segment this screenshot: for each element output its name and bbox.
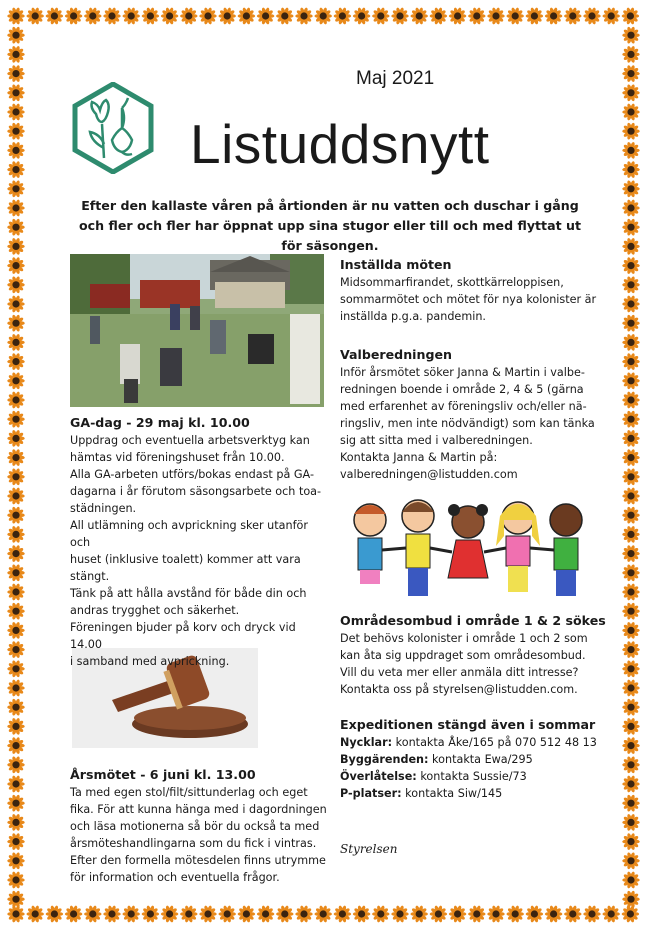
body-line: stängt. — [70, 570, 110, 583]
body-line: ringsliv, men inte nödvändigt) som kan tänka — [340, 417, 595, 430]
flower-icon — [7, 487, 24, 505]
flower-icon — [7, 775, 24, 793]
annual-meeting-heading: Årsmötet - 6 juni kl. 13.00 — [70, 767, 256, 782]
flower-icon — [622, 295, 639, 313]
flower-icon — [622, 7, 639, 25]
body-line: Tänk på att hålla avstånd för både din och — [70, 587, 307, 600]
flower-icon — [65, 905, 82, 923]
flower-icon — [372, 7, 389, 25]
flower-icon — [526, 7, 543, 25]
flower-icon — [180, 7, 197, 25]
flower-icon — [603, 7, 620, 25]
flower-icon — [7, 468, 24, 486]
flower-icon — [622, 334, 639, 352]
body-line: Efter den formella mötesdelen finns utrymme — [70, 854, 326, 867]
ga-day-heading: GA-dag - 29 maj kl. 10.00 — [70, 415, 250, 430]
flower-icon — [622, 794, 639, 812]
flower-icon — [7, 276, 24, 294]
annual-meeting-body — [70, 784, 330, 886]
flower-icon — [7, 660, 24, 678]
flower-icon — [622, 679, 639, 697]
signature: Styrelsen — [340, 842, 398, 856]
flower-icon — [7, 564, 24, 582]
flower-icon — [622, 905, 639, 923]
flower-icon — [391, 905, 408, 923]
ga-day-section — [70, 414, 330, 670]
flower-icon — [622, 756, 639, 774]
flower-icon — [238, 7, 255, 25]
body-line: Alla GA-arbeten utförs/bokas endast på GA- — [70, 468, 315, 481]
flower-icon — [622, 545, 639, 563]
flower-icon — [622, 103, 639, 121]
body-line: kan åta sig uppdraget som områdesombud. — [340, 649, 586, 662]
nomination-committee-body — [340, 364, 600, 483]
flower-icon — [622, 238, 639, 256]
flower-icon — [180, 905, 197, 923]
flower-icon — [7, 26, 24, 44]
flower-icon — [622, 583, 639, 601]
flower-icon — [622, 641, 639, 659]
flower-icon — [622, 890, 639, 908]
flower-icon — [449, 7, 466, 25]
contact-text: kontakta Siw/145 — [401, 787, 503, 800]
flower-icon — [622, 449, 639, 467]
contact-label: P-platser: — [340, 787, 402, 800]
flower-icon — [507, 7, 524, 25]
flower-icon — [526, 905, 543, 923]
body-line: sommarmötet och mötet för nya kolonister är — [340, 293, 597, 306]
contact-row — [340, 734, 610, 751]
flower-icon — [7, 679, 24, 697]
flower-icon — [622, 161, 639, 179]
flower-icon — [545, 7, 562, 25]
flower-icon — [27, 7, 44, 25]
flower-icon — [622, 180, 639, 198]
body-line: Midsommarfirandet, skottkärreloppisen, — [340, 276, 564, 289]
flower-icon — [27, 905, 44, 923]
flower-icon — [622, 218, 639, 236]
flower-icon — [622, 622, 639, 640]
flower-icon — [142, 905, 159, 923]
nomination-committee-section — [340, 346, 600, 483]
office-contacts — [340, 734, 610, 802]
flower-icon — [7, 238, 24, 256]
flower-icon — [622, 487, 639, 505]
flower-icon — [622, 372, 639, 390]
flower-icon — [7, 103, 24, 121]
flower-icon — [622, 65, 639, 83]
office-closed-heading: Expeditionen stängd även i sommar — [340, 717, 596, 732]
flower-icon — [7, 737, 24, 755]
flower-icon — [564, 905, 581, 923]
flower-icon — [622, 353, 639, 371]
flower-icon — [545, 905, 562, 923]
body-line: årsmöteshandlingarna som du fick i vintras. — [70, 837, 317, 850]
flower-icon — [7, 7, 24, 25]
flower-icon — [7, 180, 24, 198]
body-line: All utlämning och avprickning sker utanför och — [70, 519, 308, 549]
flower-icon — [7, 698, 24, 716]
flower-icon — [7, 814, 24, 832]
nomination-committee-heading: Valberedningen — [340, 347, 452, 362]
contact-row — [340, 785, 610, 802]
flower-icon — [161, 7, 178, 25]
flower-icon — [7, 391, 24, 409]
flower-icon — [7, 84, 24, 102]
flower-icon — [65, 7, 82, 25]
flower-icon — [622, 46, 639, 64]
flower-icon — [7, 122, 24, 140]
body-line: andras trygghet och säkerhet. — [70, 604, 240, 617]
contact-row — [340, 751, 610, 768]
flower-icon — [315, 7, 332, 25]
body-line: inställda p.g.a. pandemin. — [340, 310, 486, 323]
flower-icon — [7, 430, 24, 448]
flower-icon — [7, 257, 24, 275]
flower-icon — [7, 756, 24, 774]
flower-icon — [123, 905, 140, 923]
flower-icon — [7, 583, 24, 601]
flower-icon — [219, 7, 236, 25]
flower-icon — [7, 890, 24, 908]
issue-date: Maj 2021 — [356, 68, 435, 89]
flower-icon — [295, 905, 312, 923]
newsletter-title: Listuddsnytt — [190, 113, 490, 175]
flower-icon — [142, 7, 159, 25]
contact-row — [340, 768, 610, 785]
flower-icon — [622, 506, 639, 524]
flower-icon — [295, 7, 312, 25]
flower-icon — [449, 905, 466, 923]
flower-icon — [622, 391, 639, 409]
flower-icon — [622, 660, 639, 678]
flower-icon — [7, 506, 24, 524]
body-line: sig att sitta med i valberedningen. — [340, 434, 533, 447]
flower-icon — [103, 905, 120, 923]
body-line: Inför årsmötet söker Janna & Martin i valbe- — [340, 366, 585, 379]
flower-icon — [622, 526, 639, 544]
cancelled-meetings-section — [340, 256, 600, 325]
flower-icon — [622, 737, 639, 755]
body-line: dagarna i år förutom säsongsarbete och toa- — [70, 485, 322, 498]
office-closed-section — [340, 716, 610, 802]
flower-icon — [622, 602, 639, 620]
flower-icon — [622, 410, 639, 428]
flower-icon — [7, 602, 24, 620]
flower-icon — [84, 905, 101, 923]
body-line: för information och eventuella frågor. — [70, 871, 280, 884]
flower-icon — [583, 905, 600, 923]
flower-icon — [7, 718, 24, 736]
flower-icon — [622, 468, 639, 486]
flower-icon — [7, 295, 24, 313]
body-line: Föreningen bjuder på korv och dryck vid 14.00 — [70, 621, 296, 651]
flower-icon — [7, 641, 24, 659]
flower-icon — [7, 334, 24, 352]
flower-icon — [7, 142, 24, 160]
body-line: med erfarenhet av föreningsliv och/eller nä- — [340, 400, 587, 413]
flower-icon — [199, 7, 216, 25]
flower-icon — [7, 871, 24, 889]
flower-icon — [334, 905, 351, 923]
flower-icon — [622, 122, 639, 140]
flower-icon — [622, 314, 639, 332]
intro-text: Efter den kallaste våren på årtionden är nu vatten och duschar i gång och fler och fler har öppnat upp sina stugor eller till och med flyttat ut för säsongen. — [79, 198, 581, 253]
flower-icon — [622, 718, 639, 736]
body-line: i samband med avprickning. — [70, 655, 230, 668]
body-line: Kontakta oss på styrelsen@listudden.com. — [340, 683, 578, 696]
ga-day-body — [70, 432, 330, 670]
contact-label: Överlåtelse: — [340, 770, 417, 783]
contact-text: kontakta Åke/165 på 070 512 48 13 — [392, 736, 597, 749]
contact-text: kontakta Sussie/73 — [416, 770, 527, 783]
flower-icon — [257, 905, 274, 923]
flower-icon — [622, 814, 639, 832]
flower-icon — [487, 905, 504, 923]
body-line: Vill du veta mer eller anmäla ditt intresse? — [340, 666, 579, 679]
flower-icon — [583, 7, 600, 25]
ga-day-photo — [70, 254, 324, 407]
flower-icon — [622, 871, 639, 889]
flower-icon — [7, 526, 24, 544]
flower-icon — [7, 410, 24, 428]
cancelled-meetings-body — [340, 274, 600, 325]
flower-icon — [315, 905, 332, 923]
contact-label: Nycklar: — [340, 736, 393, 749]
flower-icon — [219, 905, 236, 923]
contact-label: Byggärenden: — [340, 753, 429, 766]
body-line: Ta med egen stol/filt/sittunderlag och eget — [70, 786, 308, 799]
flower-icon — [372, 905, 389, 923]
body-line: städningen. — [70, 502, 137, 515]
cancelled-meetings-heading: Inställda möten — [340, 257, 452, 272]
flower-icon — [7, 353, 24, 371]
flower-icon — [468, 905, 485, 923]
body-line: hämtas vid föreningshuset från 10.00. — [70, 451, 285, 464]
body-line: valberedningen@listudden.com — [340, 468, 518, 481]
flower-icon — [257, 7, 274, 25]
flower-icon — [430, 7, 447, 25]
flower-icon — [411, 905, 428, 923]
flower-icon — [84, 7, 101, 25]
flower-icon — [7, 905, 24, 923]
flower-icon — [622, 257, 639, 275]
flower-icon — [7, 161, 24, 179]
flower-icon — [487, 7, 504, 25]
flower-icon — [7, 449, 24, 467]
flower-icon — [622, 833, 639, 851]
tulip-logo — [72, 82, 154, 174]
flower-icon — [468, 7, 485, 25]
flower-icon — [276, 905, 293, 923]
flower-icon — [622, 775, 639, 793]
body-line: redningen boende i område 2, 4 & 5 (gärna — [340, 383, 584, 396]
flower-icon — [622, 430, 639, 448]
flower-icon — [411, 7, 428, 25]
flower-icon — [507, 905, 524, 923]
flower-icon — [622, 564, 639, 582]
flower-icon — [7, 218, 24, 236]
flower-icon — [161, 905, 178, 923]
flower-icon — [46, 905, 63, 923]
body-line: fika. För att kunna hänga med i dagordningen — [70, 803, 327, 816]
flower-icon — [622, 852, 639, 870]
annual-meeting-section — [70, 766, 330, 886]
flower-icon — [199, 905, 216, 923]
flower-icon — [7, 372, 24, 390]
flower-icon — [276, 7, 293, 25]
flower-icon — [7, 199, 24, 217]
flower-icon — [7, 65, 24, 83]
flower-icon — [7, 794, 24, 812]
flower-icon — [622, 26, 639, 44]
children-illustration — [340, 496, 590, 608]
flower-icon — [430, 905, 447, 923]
area-representative-section — [340, 612, 610, 698]
flower-icon — [7, 314, 24, 332]
flower-icon — [46, 7, 63, 25]
flower-icon — [7, 833, 24, 851]
body-line: Det behövs kolonister i område 1 och 2 som — [340, 632, 588, 645]
flower-icon — [7, 545, 24, 563]
area-representative-heading: Områdesombud i område 1 & 2 sökes — [340, 613, 606, 628]
flower-icon — [564, 7, 581, 25]
flower-icon — [622, 698, 639, 716]
area-representative-body — [340, 630, 610, 698]
flower-icon — [353, 905, 370, 923]
contact-text: kontakta Ewa/295 — [428, 753, 533, 766]
flower-icon — [622, 142, 639, 160]
flower-icon — [103, 7, 120, 25]
flower-icon — [622, 276, 639, 294]
body-line: huset (inklusive toalett) kommer att vara — [70, 553, 301, 566]
flower-icon — [238, 905, 255, 923]
flower-icon — [334, 7, 351, 25]
body-line: Uppdrag och eventuella arbetsverktyg kan — [70, 434, 310, 447]
flower-icon — [622, 199, 639, 217]
flower-icon — [353, 7, 370, 25]
flower-icon — [622, 84, 639, 102]
flower-icon — [391, 7, 408, 25]
body-line: Kontakta Janna & Martin på: — [340, 451, 498, 464]
flower-icon — [123, 7, 140, 25]
flower-icon — [603, 905, 620, 923]
flower-icon — [7, 46, 24, 64]
flower-icon — [7, 852, 24, 870]
body-line: och läsa motionerna så bör du också ta med — [70, 820, 320, 833]
flower-icon — [7, 622, 24, 640]
